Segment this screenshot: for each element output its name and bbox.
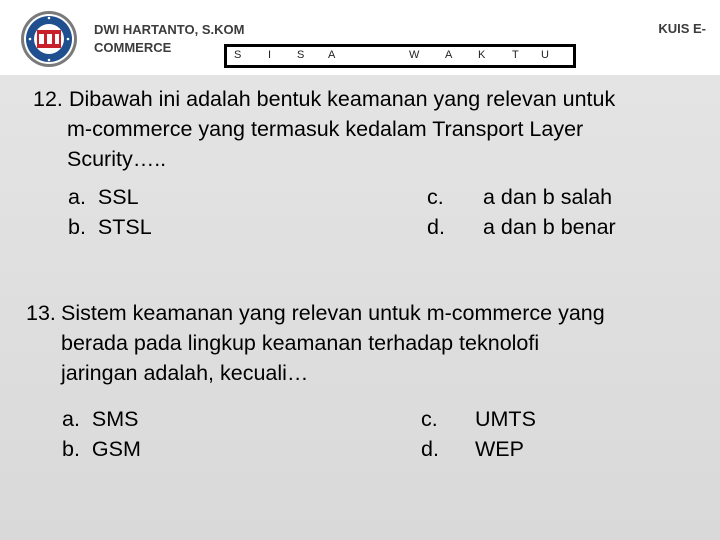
answer-option-c[interactable]	[427, 182, 612, 212]
answer-option-a[interactable]	[68, 182, 139, 212]
timer-banner-inner	[227, 47, 573, 65]
question-text	[69, 84, 615, 114]
option-letter: c.	[427, 185, 444, 209]
timer-letter: A	[445, 49, 453, 61]
option-letter: a.	[68, 185, 86, 209]
question-number: 13.	[26, 301, 56, 325]
timer-letter: K	[478, 49, 486, 61]
answer-option-d[interactable]	[427, 212, 616, 242]
option-letter: b.	[62, 437, 80, 461]
answer-option-a[interactable]	[62, 404, 138, 434]
option-text: SSL	[97, 185, 139, 209]
option-letter: d.	[427, 215, 445, 239]
option-text: a dan b salah	[483, 185, 613, 209]
question-line: jaringan adalah, kecuali…	[61, 361, 309, 385]
timer-letter: I	[268, 49, 272, 61]
question-text	[61, 298, 605, 328]
question-line: Sistem keamanan yang relevan untuk m-commerce yang	[61, 301, 605, 325]
option-text: WEP	[475, 437, 524, 461]
question-text	[67, 114, 583, 174]
answer-option-b[interactable]	[68, 212, 152, 242]
question-line: Dibawah ini adalah bentuk keamanan yang relevan untuk	[69, 87, 616, 111]
author-line-2: COMMERCE	[94, 40, 172, 55]
answer-option-c[interactable]	[421, 404, 536, 434]
timer-letter: T	[512, 49, 519, 61]
timer-letter: S	[234, 49, 242, 61]
timer-letter: W	[409, 49, 420, 61]
answer-option-b[interactable]	[62, 434, 141, 464]
question-line: m-commerce yang termasuk kedalam Transport Layer	[67, 117, 584, 141]
timer-letter: A	[328, 49, 336, 61]
timer-banner	[224, 44, 576, 68]
option-letter: c.	[421, 407, 438, 431]
option-text: UMTS	[475, 407, 536, 431]
option-letter: d.	[421, 437, 439, 461]
answer-option-d[interactable]	[421, 434, 524, 464]
university-seal-logo	[20, 10, 78, 68]
option-letter: b.	[68, 215, 86, 239]
question-line: Scurity…..	[67, 147, 167, 171]
question-12	[33, 84, 713, 176]
question-text	[61, 328, 539, 388]
option-text: a dan b benar	[483, 215, 616, 239]
option-text: GSM	[91, 437, 141, 461]
quiz-title: KUIS E-	[658, 21, 706, 36]
question-line: berada pada lingkup keamanan terhadap teknolofi	[61, 331, 540, 355]
slide-header	[0, 0, 720, 75]
option-text: STSL	[97, 215, 152, 239]
question-number: 12.	[33, 87, 63, 111]
timer-letter: S	[297, 49, 305, 61]
option-text: SMS	[91, 407, 139, 431]
option-letter: a.	[62, 407, 80, 431]
timer-letter: U	[541, 49, 549, 61]
author-line-1: DWI HARTANTO, S.KOM	[94, 22, 245, 37]
question-13	[26, 298, 716, 390]
